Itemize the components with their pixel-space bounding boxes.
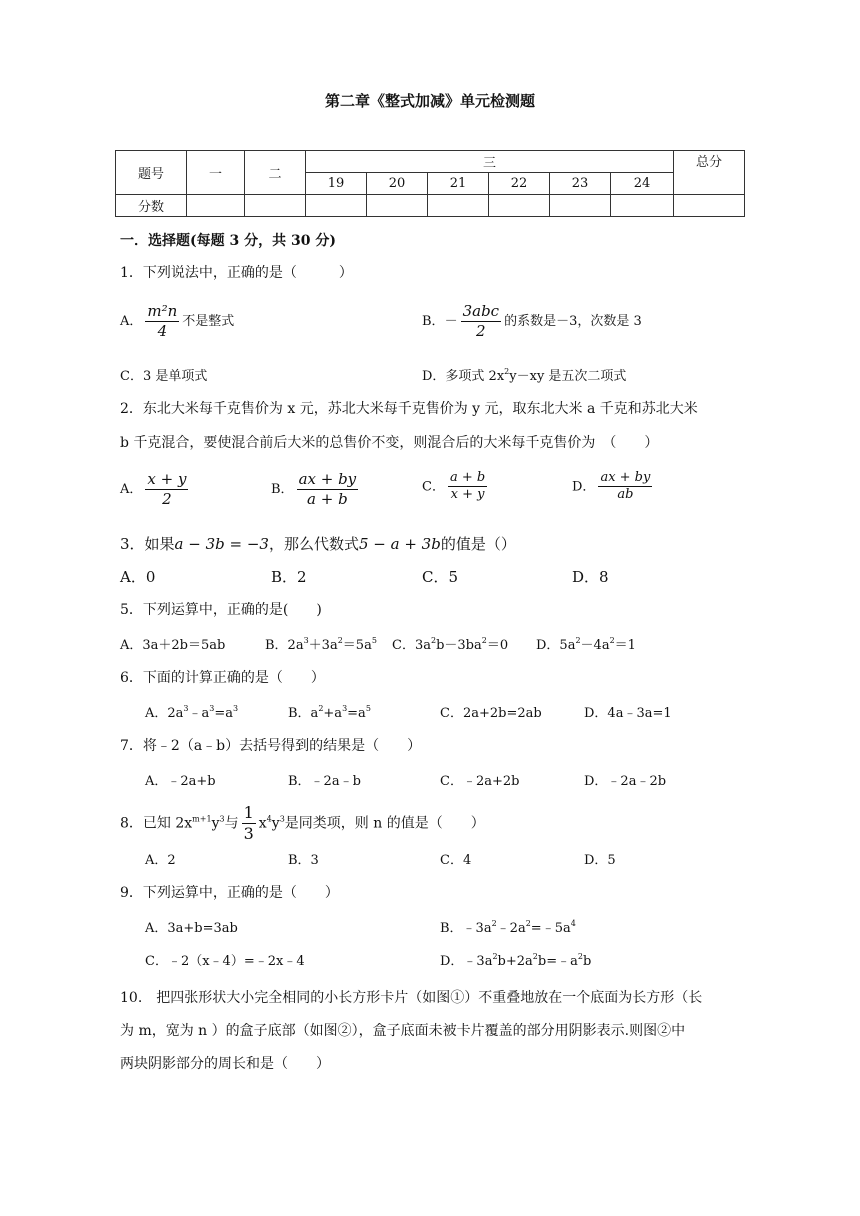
question-8-option-c: C．4 [440, 853, 472, 868]
row-label-score: 分数 [116, 195, 187, 217]
question-8-option-b: B．3 [288, 853, 319, 868]
question-6-option-a: A．$2a^3﹣a^3=a^3$ [145, 704, 239, 721]
question-9-option-d: D．$﹣3a^2b+2a^2b=﹣a^2b$ [440, 952, 592, 969]
question-8-option-a: A．2 [145, 853, 176, 868]
score-cell [367, 195, 428, 217]
score-cell [187, 195, 245, 217]
score-cell [550, 195, 611, 217]
sub-col-22: 22 [489, 173, 550, 195]
question-2-option-a: A． $\frac{x + y}{2}$ [120, 470, 187, 508]
question-3-option-c: C．5 [422, 568, 459, 586]
score-cell [245, 195, 306, 217]
score-table [115, 150, 745, 217]
question-10-line-1: 10. 把四张形状大小完全相同的小长方形卡片（如图①）不重叠地放在一个底面为长方形（长 [120, 990, 703, 1006]
col-total: 总分 [674, 151, 745, 195]
sub-col-23: 23 [550, 173, 611, 195]
question-5-option-a: A．3a＋2b＝5ab [120, 638, 226, 653]
question-6-stem: 6．下面的计算正确的是（ ） [120, 670, 325, 686]
question-5-stem: 5．下列运算中，正确的是( ) [120, 602, 322, 618]
question-6-option-c: C．2a+2b=2ab [440, 706, 542, 721]
question-1-option-d: D．多项式 $2x^2y-xy$ 是五次二项式 [422, 367, 627, 384]
question-9-stem: 9．下列运算中，正确的是（ ） [120, 885, 339, 901]
question-2-option-b: B． $\frac{ax + by}{a + b}$ [271, 470, 357, 508]
score-cell [674, 195, 745, 217]
question-7-option-b: B．﹣2a﹣b [288, 774, 361, 789]
sub-col-19: 19 [306, 173, 367, 195]
question-7-stem: 7．将﹣2（a﹣b）去括号得到的结果是（ ） [120, 738, 422, 754]
question-1-stem: 1．下列说法中，正确的是（ ） [120, 265, 353, 281]
question-3-option-a: A．0 [120, 568, 156, 586]
question-7-option-a: A．﹣2a+b [145, 774, 216, 789]
question-1-option-b: B．－ $\frac{\text{3abc}}{2}$ 的系数是－3，次数是 3 [422, 302, 642, 340]
score-cell [611, 195, 674, 217]
question-9-option-b: B．$﹣3a^2﹣2a^2=﹣5a^4$ [440, 919, 576, 936]
sub-col-20: 20 [367, 173, 428, 195]
question-2-line-1: 2．东北大米每千克售价为 x 元，苏北大米每千克售价为 y 元，取东北大米 a 千克和苏北大米 [120, 401, 698, 417]
question-3-option-b: B．2 [271, 568, 307, 586]
question-1-option-a: A． $\frac{\text{m²n}}{4}$ 不是整式 [120, 302, 235, 340]
question-3-stem: 3．如果a − 3b = −3，那么代数式5 − a + 3b的值是（） [120, 535, 516, 553]
question-7-option-d: D．﹣2a﹣2b [584, 774, 667, 789]
question-3-option-d: D．8 [572, 568, 609, 586]
question-2-option-c: C． $\frac{a + b}{x + y}$ [422, 470, 486, 503]
question-10-line-2: 为 m，宽为 n ）的盒子底部（如图②），盒子底面未被卡片覆盖的部分用阴影表示.则图②中 [120, 1023, 686, 1039]
question-8-option-d: D．5 [584, 853, 616, 868]
col-part-1: 一 [187, 151, 245, 195]
question-10-line-3: 两块阴影部分的周长和是（ ） [120, 1056, 330, 1072]
row-label-number: 题号 [116, 151, 187, 195]
question-9-option-c: C．﹣2（x﹣4）=﹣2x﹣4 [145, 954, 305, 969]
col-part-2: 二 [245, 151, 306, 195]
question-6-option-b: B．$a^2+a^3=a^5$ [288, 704, 371, 721]
question-7-option-c: C．﹣2a+2b [440, 774, 520, 789]
question-1-option-c: C．3 是单项式 [120, 369, 208, 384]
question-2-option-d: D． $\frac{ax + by}{ab}$ [572, 470, 651, 503]
question-5-option-d: D．$5a^2-4a^2=1$ [536, 636, 636, 653]
section-heading: 一．选择题(每题 3 分，共 30 分) [120, 233, 336, 249]
score-cell [489, 195, 550, 217]
question-2-line-2: b 千克混合，要使混合前后大米的总售价不变，则混合后的大米每千克售价为 （ ） [120, 435, 659, 451]
page-title: 第二章《整式加减》单元检测题 [324, 92, 535, 110]
col-part-3: 三 [306, 151, 674, 173]
question-5-option-c: C．$3a^2b-3ba^2=0$ [392, 636, 509, 653]
question-5-option-b: B．$2a^3+3a^2=5a^5$ [265, 636, 377, 653]
sub-col-21: 21 [428, 173, 489, 195]
score-cell [306, 195, 367, 217]
score-cell [428, 195, 489, 217]
question-8-stem: 8．已知 $2x^{m+1}y^3$与 $\frac{1}{3}$ $x^4y^3$是同类项，则 n 的值是（ ） [120, 803, 485, 843]
question-9-option-a: A．3a+b=3ab [145, 921, 238, 936]
question-6-option-d: D．4a﹣3a=1 [584, 706, 672, 721]
sub-col-24: 24 [611, 173, 674, 195]
